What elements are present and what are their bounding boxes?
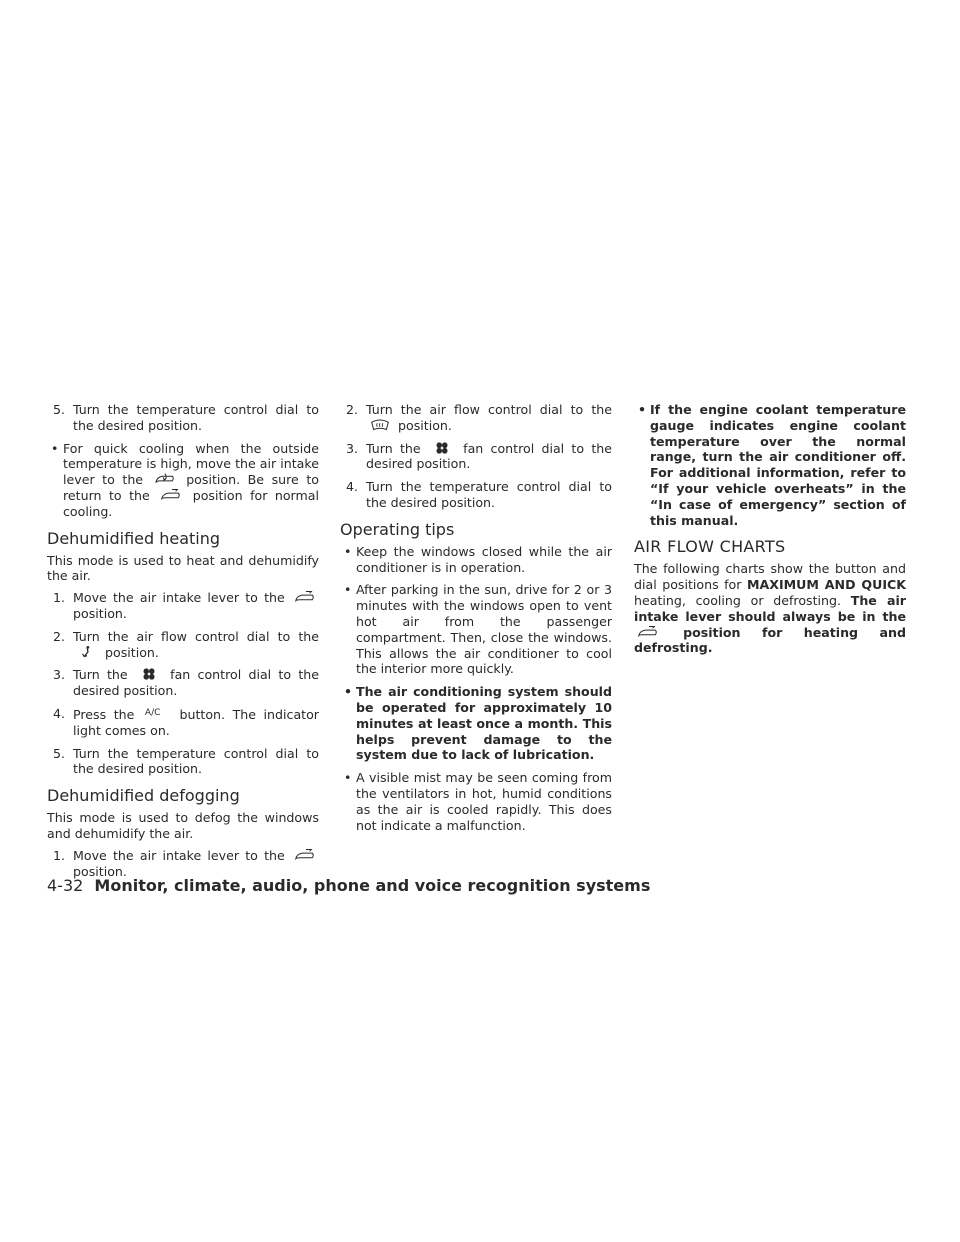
bullet-mark: • <box>51 440 59 456</box>
tip-item <box>340 544 612 576</box>
bullet-text-c: position for normal cooling. <box>63 487 319 519</box>
bullet-mark: • <box>638 402 647 417</box>
step-number: 4. <box>53 705 66 721</box>
tip-text: A visible mist may be seen coming from the ventilators in hot, humid conditions as the air is cooled rapidly. This does not indicate a malfunction. <box>356 770 612 833</box>
recirculate-air-icon <box>154 472 176 486</box>
ac-button-icon: A/C <box>144 707 161 718</box>
charts-paragraph <box>634 561 906 656</box>
step-number: 5. <box>53 402 66 417</box>
step-item <box>47 746 319 778</box>
step-item <box>47 706 319 739</box>
charts-text-a: The following charts show the button and dial positions for <box>634 561 906 593</box>
defrost-icon <box>369 418 391 432</box>
step-text-a: Turn the air flow control dial to the <box>366 402 612 417</box>
charts-bold-c: position for heating and defrosting. <box>634 624 906 656</box>
step-text-a: Turn the temperature control dial to the desired position. <box>73 745 319 777</box>
step-text-a: Move the air intake lever to the <box>73 590 285 606</box>
bullet-mark: • <box>344 582 352 598</box>
fan-icon <box>138 667 160 681</box>
column-3 <box>634 402 906 656</box>
step-number: 3. <box>53 667 66 683</box>
bullet-mark: • <box>344 543 352 559</box>
step-number: 1. <box>53 847 66 863</box>
tip-text: Keep the windows closed while the air conditioner is in operation. <box>356 543 612 575</box>
step-number: 1. <box>53 590 66 606</box>
step-number: 5. <box>53 745 66 761</box>
page-footer <box>47 876 650 895</box>
charts-bold-b: The air intake lever should always be in the <box>634 592 906 624</box>
step-text-a: Turn the air flow control dial to the <box>73 628 319 644</box>
outside-air-icon <box>637 625 659 639</box>
step-text-a: Turn the <box>366 440 421 456</box>
step-number: 2. <box>346 402 359 417</box>
step-item <box>47 402 319 434</box>
column-1 <box>47 402 319 886</box>
bullet-mark: • <box>344 770 352 786</box>
step-item <box>47 590 319 622</box>
quick-cooling-bullet <box>47 441 319 520</box>
step-number: 3. <box>346 440 359 456</box>
step-text-a: Turn the temperature control dial to the desired position. <box>366 479 612 510</box>
tip-item-warning <box>340 684 612 763</box>
column-2 <box>340 402 612 840</box>
step-text-b: button. The indicator light comes on. <box>73 706 319 738</box>
tip-text: After parking in the sun, drive for 2 or 3 minutes with the windows open to vent hot air from the passenger compartment. Then, close the windows. This allows the air conditioner to cool the interior more quickly. <box>356 582 612 677</box>
step-text-b: position. <box>105 644 159 660</box>
step-text-b: position. <box>73 863 127 879</box>
tip-item <box>340 770 612 833</box>
section-heading: Operating tips <box>340 519 455 539</box>
section-intro: This mode is used to heat and dehumidify the air. <box>47 552 319 584</box>
step-text-a: Press the <box>73 706 135 722</box>
step-item <box>340 441 612 473</box>
bullet-mark: • <box>344 684 353 700</box>
outside-air-icon <box>160 488 182 502</box>
step-text-b: fan control dial to the desired position. <box>366 440 612 472</box>
step-item <box>340 402 612 434</box>
tip-item <box>340 582 612 677</box>
section-heading: AIR FLOW CHARTS <box>634 537 786 557</box>
step-text-b: fan control dial to the desired position. <box>73 667 319 699</box>
coolant-warning <box>634 402 906 528</box>
page-number: 4-32 <box>47 876 84 895</box>
step-number: 4. <box>346 479 359 495</box>
fan-icon <box>431 441 453 455</box>
step-text: Turn the temperature control dial to the desired position. <box>73 402 319 433</box>
outside-air-icon <box>294 848 316 862</box>
floor-airflow-icon <box>76 645 98 659</box>
step-item <box>340 479 612 511</box>
section-intro: This mode is used to defog the windows and dehumidify the air. <box>47 810 319 841</box>
section-title: Monitor, climate, audio, phone and voice recognition systems <box>94 876 651 895</box>
bullet-text-a: For quick cooling when the outside temperature is high, move the air intake lever to the <box>63 440 319 488</box>
section-heading: Dehumidified defogging <box>47 786 240 806</box>
step-item <box>47 848 319 880</box>
step-item <box>47 629 319 661</box>
section-heading: Dehumidified heating <box>47 528 221 548</box>
tip-text: The air conditioning system should be operated for approximately 10 minutes at least once a month. This helps prevent damage to the system due to lack of lubrication. <box>356 684 612 763</box>
bullet-text-b: position. Be sure to return to the <box>63 472 319 503</box>
charts-bold-a: MAXIMUM AND QUICK <box>746 577 907 593</box>
warning-text: If the engine coolant temperature gauge indicates engine coolant temperature over the normal range, turn the air conditioner off. For additional information, refer to “If your vehicle overheats” in the “In case of emergency” section of this manual. <box>650 402 906 528</box>
step-number: 2. <box>53 628 66 644</box>
step-item <box>47 667 319 699</box>
charts-text-b: heating, cooling or defrosting. <box>634 592 842 608</box>
outside-air-icon <box>294 590 316 604</box>
step-text-b: position. <box>398 417 452 433</box>
step-text-a: Turn the <box>73 667 128 683</box>
step-text-b: position. <box>73 605 127 621</box>
step-text-a: Move the air intake lever to the <box>73 847 285 863</box>
